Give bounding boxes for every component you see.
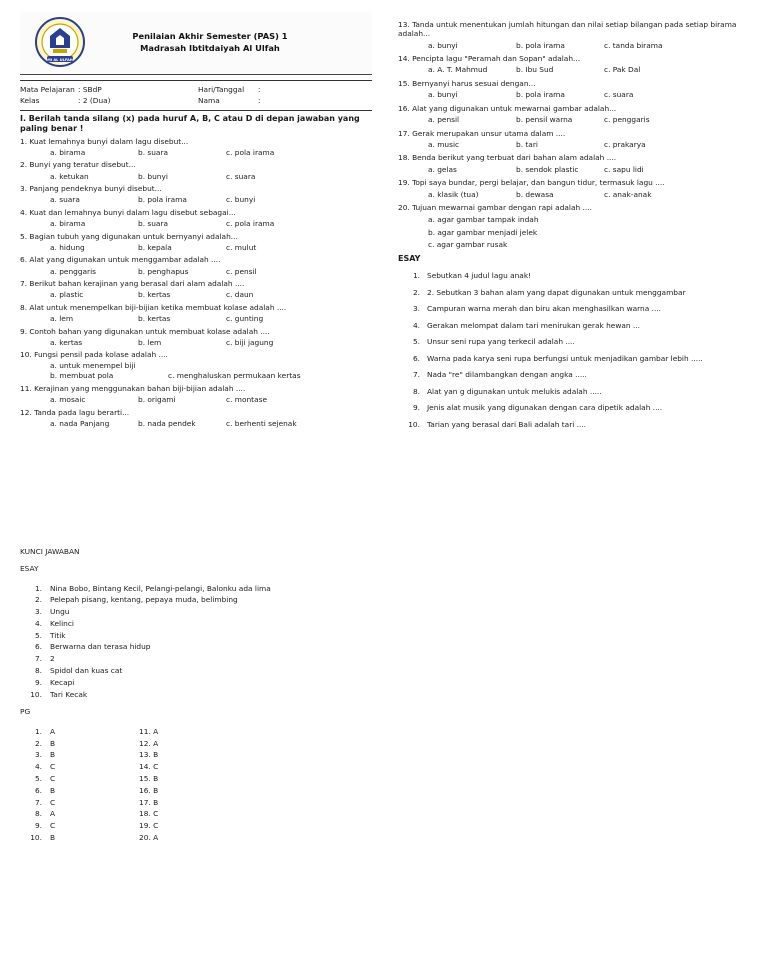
question-15: 15. Bernyanyi harus sesuai dengan... xyxy=(398,78,536,88)
option-b: b. pola irama xyxy=(516,40,565,50)
pg-answer: C xyxy=(50,773,56,783)
option-c: c. pensil xyxy=(226,266,257,276)
answer-key-title: KUNCI JAWABAN xyxy=(20,547,80,556)
option-b: b. pola irama xyxy=(138,195,187,205)
option-c: c. suara xyxy=(604,90,634,100)
essay-answer xyxy=(20,619,380,631)
option-a: a. bunyi xyxy=(428,40,458,50)
option-a: a. plastic xyxy=(50,290,84,300)
pg-answer-right: 14. C xyxy=(139,762,159,772)
essay-item xyxy=(398,288,740,305)
question-4: 4. Kuat dan lemahnya bunyi dalam lagu disebut sebagai... xyxy=(20,207,236,217)
essay-item xyxy=(398,271,740,288)
option-b: b. penghapus xyxy=(138,266,189,276)
essay-number: 6. xyxy=(412,353,420,363)
pg-row xyxy=(20,774,380,786)
essay-item xyxy=(398,321,740,338)
option-c: c. agar gambar rusak xyxy=(428,239,508,249)
pg-row xyxy=(20,798,380,810)
essay-list xyxy=(398,271,740,436)
essay-answer xyxy=(20,654,380,666)
option-a: a. penggaris xyxy=(50,266,97,276)
option-a: a. agar gambar tampak indah xyxy=(428,215,539,225)
option-c: c. bunyi xyxy=(226,195,256,205)
pg-answer-right: 18. C xyxy=(139,809,159,819)
pg-answer-right: 13. B xyxy=(139,750,159,760)
option-a: a. nada Panjang xyxy=(50,418,110,428)
option-c: c. sapu lidi xyxy=(604,164,644,174)
pg-number: 4. xyxy=(34,762,42,772)
answer-key-essay-label: ESAY xyxy=(20,564,39,574)
class-label: Kelas xyxy=(20,96,40,105)
pg-answer-right: 16. B xyxy=(139,785,159,795)
pg-row xyxy=(20,821,380,833)
essay-title: ESAY xyxy=(398,254,421,264)
answer-number: 9. xyxy=(34,677,42,687)
essay-text: Tarian yang berasal dari Bali adalah tari .... xyxy=(427,419,587,429)
question-18: 18. Benda berikut yang terbuat dari bahan alam adalah .... xyxy=(398,153,617,163)
pg-row xyxy=(20,833,380,845)
option-b: b. tari xyxy=(516,139,538,149)
left-column xyxy=(20,12,372,429)
question-16: 16. Alat yang digunakan untuk mewarnai gambar adalah... xyxy=(398,103,617,113)
question-8: 8. Alat untuk menempelkan biji-bijian ketika membuat kolase adalah .... xyxy=(20,302,287,312)
info-row-1 xyxy=(20,85,372,96)
question-10: 10. Fungsi pensil pada kolase adalah .... xyxy=(20,350,168,360)
answer-key xyxy=(20,547,380,845)
options-3 xyxy=(50,193,372,205)
options-15 xyxy=(428,88,740,100)
student-info xyxy=(20,80,372,111)
pg-answer-right: 15. B xyxy=(139,773,159,783)
option-b: b. pensil warna xyxy=(516,115,573,125)
answer-number: 5. xyxy=(34,630,42,640)
option-c: c. daun xyxy=(226,290,254,300)
option-c: c. penggaris xyxy=(604,115,650,125)
option-a: a. ketukan xyxy=(50,171,89,181)
pg-answer-right: 20. A xyxy=(139,832,159,842)
essay-text: 2. Sebutkan 3 bahan alam yang dapat digunakan untuk menggambar xyxy=(427,287,686,297)
essay-answer xyxy=(20,642,380,654)
options-10 xyxy=(50,370,372,381)
answer-text: 2 xyxy=(50,654,55,664)
name-label: Nama xyxy=(198,96,220,105)
essay-answer xyxy=(20,666,380,678)
pg-number: 1. xyxy=(34,726,42,736)
essay-text: Campuran warna merah dan biru akan menghasilkan warna .... xyxy=(427,304,662,314)
question-5: 5. Bagian tubuh yang digunakan untuk bernyanyi adalah... xyxy=(20,231,238,241)
options-8 xyxy=(50,312,372,324)
option-a: a. hidung xyxy=(50,242,85,252)
question-list-left xyxy=(20,137,372,429)
essay-item xyxy=(398,337,740,354)
option-b: b. agar gambar menjadi jelek xyxy=(428,227,538,237)
options-1 xyxy=(50,146,372,158)
essay-number: 10. xyxy=(408,419,420,429)
answer-number: 10. xyxy=(30,689,42,699)
essay-answer xyxy=(20,584,380,596)
options-5 xyxy=(50,241,372,253)
essay-answer xyxy=(20,690,380,702)
option-a: a. lem xyxy=(50,314,74,323)
option-c: c. tanda birama xyxy=(604,40,663,50)
option-b: b. suara xyxy=(138,219,169,228)
option-b: b. membuat pola xyxy=(50,371,114,381)
essay-text: Nada "re" dilambangkan dengan angka ..... xyxy=(427,370,587,380)
essay-item xyxy=(398,304,740,321)
options-13 xyxy=(428,39,740,51)
pg-answer: B xyxy=(50,832,56,842)
essay-number: 5. xyxy=(412,337,420,347)
question-7: 7. Berikut bahan kerajinan yang berasal dari alam adalah .... xyxy=(20,279,245,288)
option-a: a. A. T. Mahmud xyxy=(428,65,488,75)
pg-answer: A xyxy=(50,726,56,736)
question-9: 9. Contoh bahan yang digunakan untuk membuat kolase adalah .... xyxy=(20,326,270,336)
option-c: c. suara xyxy=(226,171,256,181)
pg-answer: C xyxy=(50,762,56,772)
pg-answer: B xyxy=(50,750,56,760)
essay-text: Warna pada karya seni rupa berfungsi untuk menjadikan gambar lebih ..... xyxy=(427,353,703,363)
essay-number: 4. xyxy=(412,320,420,330)
options-11 xyxy=(50,393,372,405)
option-a: a. birama xyxy=(50,219,86,228)
answer-text: Spidol dan kuas cat xyxy=(50,666,123,676)
answer-number: 4. xyxy=(34,618,42,628)
options-14 xyxy=(428,63,740,75)
answer-text: Kelinci xyxy=(50,618,74,628)
option-c: c. biji jagung xyxy=(226,337,274,347)
answer-number: 8. xyxy=(34,666,42,676)
question-3: 3. Panjang pendeknya bunyi disebut... xyxy=(20,184,162,193)
essay-text: Jenis alat musik yang digunakan dengan cara dipetik adalah .... xyxy=(427,403,663,413)
essay-answer xyxy=(20,607,380,619)
pg-number: 8. xyxy=(34,809,42,819)
answer-text: Ungu xyxy=(50,607,70,617)
essay-answer xyxy=(20,595,380,607)
essay-text: Sebutkan 4 judul lagu anak! xyxy=(427,271,532,281)
options-7 xyxy=(50,288,372,300)
pg-number: 9. xyxy=(34,821,42,831)
answer-number: 2. xyxy=(34,595,42,605)
pg-row xyxy=(20,750,380,762)
essay-item xyxy=(398,403,740,420)
options-9 xyxy=(50,336,372,348)
options-4 xyxy=(50,217,372,229)
question-13: 13. Tanda untuk menentukan jumlah hitungan dan nilai setiap bilangan pada setiap birama adalah... xyxy=(398,20,737,39)
option-c: c. menghaluskan permukaan kertas xyxy=(168,371,301,381)
option-a: a. mosaic xyxy=(50,395,86,404)
subject-label: Mata Pelajaran xyxy=(20,85,75,94)
instruction: I. Berilah tanda silang (x) pada huruf A, B, C atau D di depan jawaban yang paling benar ! xyxy=(20,114,360,133)
options-2 xyxy=(50,170,372,182)
answer-number: 7. xyxy=(34,654,42,664)
option-b: b. dewasa xyxy=(516,189,554,199)
date-value: : xyxy=(258,85,261,94)
answer-text: Titik xyxy=(50,630,66,640)
option-b: b. Ibu Sud xyxy=(516,65,554,75)
options-16 xyxy=(428,113,740,125)
pg-number: 3. xyxy=(34,750,42,760)
option-a: a. suara xyxy=(50,195,80,205)
pg-row xyxy=(20,727,380,739)
pg-row xyxy=(20,786,380,798)
class-value: : 2 (Dua) xyxy=(78,96,111,105)
option-b: b. kertas xyxy=(138,290,171,300)
answer-number: 3. xyxy=(34,607,42,617)
essay-item xyxy=(398,387,740,404)
school-name: Madrasah Ibtitdaiyah Al Ulfah xyxy=(140,43,280,54)
option-a: a. birama xyxy=(50,147,86,157)
answer-text: Kecapi xyxy=(50,677,75,687)
option-b: b. kepala xyxy=(138,242,172,252)
option-c: c. mulut xyxy=(226,242,257,252)
answer-number: 6. xyxy=(34,642,42,652)
essay-number: 3. xyxy=(412,304,420,314)
question-2: 2. Bunyi yang teratur disebut... xyxy=(20,160,136,170)
question-6: 6. Alat yang digunakan untuk menggambar adalah .... xyxy=(20,255,221,265)
answer-number: 1. xyxy=(34,583,42,593)
essay-answer-list xyxy=(20,584,380,702)
exam-title: Penilaian Akhir Semester (PAS) 1 xyxy=(132,31,288,41)
option-b: b. origami xyxy=(138,395,176,404)
answer-key-pg-label: PG xyxy=(20,707,31,717)
option-c: c. prakarya xyxy=(604,139,646,149)
question-19: 19. Topi saya bundar, pergi belajar, dan bangun tidur, termasuk lagu .... xyxy=(398,178,665,188)
option-c: c. gunting xyxy=(226,314,264,323)
school-logo-icon xyxy=(34,16,86,70)
essay-item xyxy=(398,370,740,387)
info-row-2 xyxy=(20,96,372,107)
question-17: 17. Gerak merupakan unsur utama dalam .... xyxy=(398,128,566,138)
pg-answer-grid xyxy=(20,727,380,845)
essay-number: 7. xyxy=(412,370,420,380)
option-a: a. pensil xyxy=(428,115,460,125)
options-19 xyxy=(428,188,740,200)
options-6 xyxy=(50,265,372,277)
essay-number: 9. xyxy=(412,403,420,413)
pg-number: 6. xyxy=(34,785,42,795)
pg-number: 10. xyxy=(30,832,42,842)
option-c: c. Pak Dal xyxy=(604,65,641,75)
pg-answer: B xyxy=(50,738,56,748)
answer-text: Nina Bobo, Bintang Kecil, Pelangi-pelangi, Balonku ada lima xyxy=(50,583,271,593)
essay-text: Alat yan g digunakan untuk melukis adalah ..... xyxy=(427,386,602,396)
option-a: a. klasik (tua) xyxy=(428,189,479,199)
answer-text: Tari Kecak xyxy=(50,689,88,699)
option-b: b. suara xyxy=(138,147,169,157)
options-17 xyxy=(428,138,740,150)
question-14: 14. Pencipta lagu "Peramah dan Sopan" adalah... xyxy=(398,54,581,64)
option-c: c. montase xyxy=(226,395,267,404)
logo-text: MI AL ULFAH xyxy=(47,57,73,62)
pg-row xyxy=(20,762,380,774)
question-1: 1. Kuat lemahnya bunyi dalam lagu disebut... xyxy=(20,136,189,146)
pg-answer: B xyxy=(50,785,56,795)
pg-number: 7. xyxy=(34,797,42,807)
option-a: a. gelas xyxy=(428,164,457,174)
title-block xyxy=(120,30,300,54)
answer-text: Berwarna dan terasa hidup xyxy=(50,642,151,652)
essay-item xyxy=(398,354,740,371)
essay-number: 1. xyxy=(412,271,420,281)
option-b: b. lem xyxy=(138,337,162,347)
option-c: c. pola irama xyxy=(226,219,275,228)
answer-text: Pelepah pisang, kentang, pepaya muda, belimbing xyxy=(50,595,238,605)
essay-answer xyxy=(20,631,380,643)
essay-item xyxy=(398,420,740,437)
pg-answer-right: 11. A xyxy=(139,726,159,736)
question-11: 11. Kerajinan yang menggunakan bahan biji-bijian adalah .... xyxy=(20,383,246,393)
option-c: c. berhenti sejenak xyxy=(226,418,297,428)
pg-answer: C xyxy=(50,797,56,807)
essay-number: 2. xyxy=(412,287,420,297)
pg-number: 5. xyxy=(34,773,42,783)
essay-text: Gerakan melompat dalam tari menirukan gerak hewan ... xyxy=(427,320,641,330)
pg-answer-right: 17. B xyxy=(139,797,159,807)
essay-number: 8. xyxy=(412,386,420,396)
pg-number: 2. xyxy=(34,738,42,748)
option-c: c. anak-anak xyxy=(604,189,652,199)
options-12 xyxy=(50,417,372,429)
option-a: a. kertas xyxy=(50,337,83,347)
date-label: Hari/Tanggal xyxy=(198,85,245,94)
right-column xyxy=(398,20,740,436)
question-20: 20. Tujuan mewarnai gambar dengan rapi adalah .... xyxy=(398,203,592,213)
option-b: b. nada pendek xyxy=(138,418,196,428)
option-a: a. bunyi xyxy=(428,90,458,100)
pg-answer: C xyxy=(50,821,56,831)
options-18 xyxy=(428,163,740,175)
pg-row xyxy=(20,809,380,821)
pg-answer: A xyxy=(50,809,56,819)
pg-answer-right: 19. C xyxy=(139,821,159,831)
option-a: a. music xyxy=(428,139,460,149)
subject-value: : SBdP xyxy=(78,85,102,94)
option-b: b. pola irama xyxy=(516,90,565,100)
option-b: b. bunyi xyxy=(138,171,168,181)
essay-answer xyxy=(20,678,380,690)
option-c: c. pola irama xyxy=(226,147,275,157)
option-a: a. untuk menempel biji xyxy=(50,361,136,370)
option-b: b. sendok plastic xyxy=(516,164,579,174)
name-value: : xyxy=(258,96,261,105)
pg-answer-right: 12. A xyxy=(139,738,159,748)
option-b: b. kertas xyxy=(138,314,171,323)
essay-text: Unsur seni rupa yang terkecil adalah .... xyxy=(427,337,575,347)
pg-row xyxy=(20,739,380,751)
exam-header xyxy=(20,12,372,75)
question-12: 12. Tanda pada lagu berarti... xyxy=(20,407,130,417)
